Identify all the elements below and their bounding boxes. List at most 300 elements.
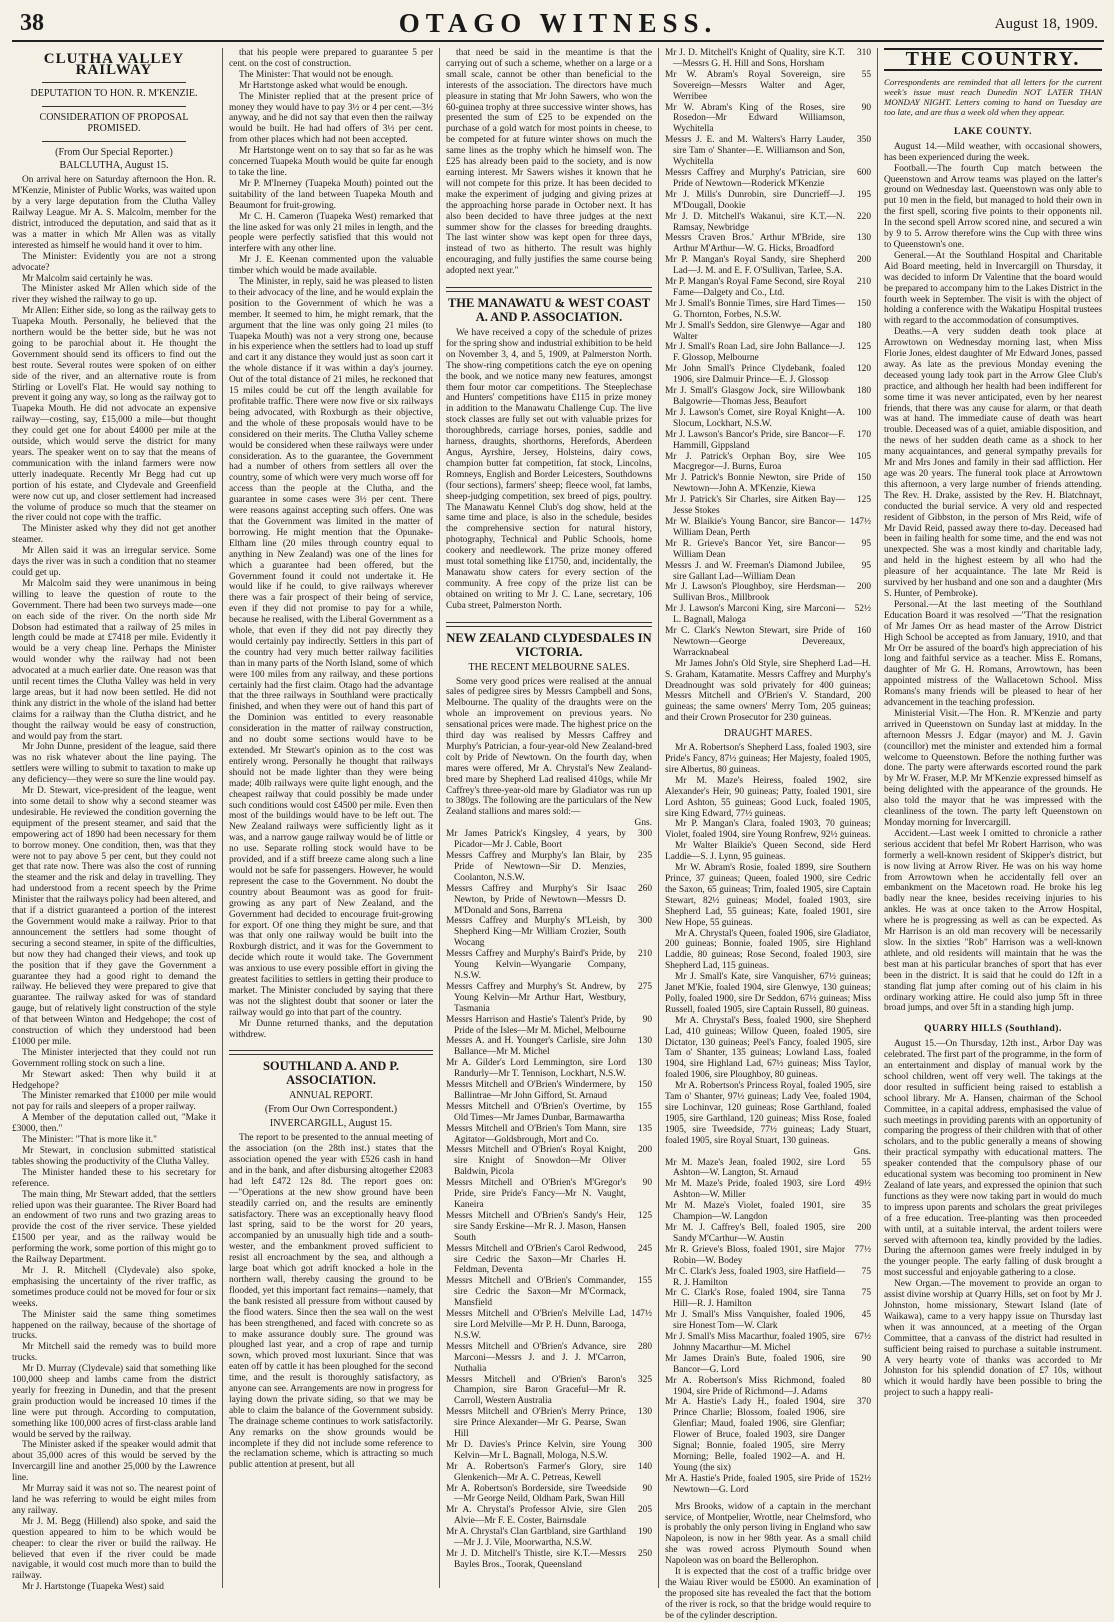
country-headline: THE COUNTRY. bbox=[884, 48, 1102, 71]
paragraph: Mr Allen: Either side, so long as the railway gets to Tuapeka Mouth. Personally, he believed that the northern would be the better side, but he was not going to be parochial about it. He thought the Government should send its officers to find out the best route. Several routes were spoken of on either side of the river, and an alternative route is from Stirling or Lovell's Flat. He would say nothing to prevent it going any way, so long as the railway got to Tuapeka Mouth. He did not advocate an expensive railway—costing, say, £15,000 a mile—but thought they could get one for about £4000 per mile at the outside, which would serve the district for many years. The speaker went on to say that the means of communication with the inland farmers were now utterly inadequate. Recently Mr Begg had cut up portion of his estate, and Clydevale and Greenfield were now cut up, and closer settlement had increased the volume of produce so much that the steamer on the river could not cope with the traffic. bbox=[12, 306, 216, 524]
sale-entry bbox=[446, 1505, 652, 1527]
paragraph: Mr Allen said it was an irregular service. Some days the river was in such a condition that no steamer could get up. bbox=[12, 546, 216, 578]
sale-price: 52½ bbox=[854, 604, 871, 615]
paragraph: The Minister remarked that £1000 per mile would not pay for rails and sleepers of a proper railway. bbox=[12, 1091, 216, 1113]
sale-description: Mr J. Lawson's Marconi King, sire Marconi—L. Bagnall, Maloga bbox=[665, 604, 845, 626]
sale-entry bbox=[446, 884, 652, 917]
sale-entry bbox=[665, 48, 871, 70]
sale-entry bbox=[446, 1462, 652, 1484]
sale-entry bbox=[665, 561, 871, 583]
sale-price: 77½ bbox=[854, 1244, 871, 1255]
sale-price: 120 bbox=[856, 364, 871, 375]
sale-entry bbox=[665, 168, 871, 190]
paragraph: Mr J. E. Keenan commented upon the valuable timber which would be made available. bbox=[229, 255, 433, 277]
newspaper-page bbox=[12, 6, 1104, 1621]
paragraph: Mr D. Stewart, vice-president of the league, went into some detail to show why a second steamer was undesirable. He reviewed the condition governing the equipment of the present steamer, and said that the empowering act of 1890 had been necessary for them to borrow money. One condition, then, was that they were not to pay above 5 per cent, but they could not get that rate now. There was also the cost of running the steamer and the risk and delay in travelling. They had understood from a recent speech by the Prime Minister that the railways policy had been altered, and that if a district guaranteed a portion of the interest the Government would make a railway. Prior to that announcement the settlers had some thought of securing a second steamer, in spite of the difficulties, but now they had changed their views, and took up the position that if they gave the Government a guarantee they had a good right to demand the railway. He believed they were prepared to give that guarantee. The railway asked for was of standard gauge, but of relatively light construction of the style of that between Winton and Hedgehope; the cost of construction of which they understood had been £1000 per mile. bbox=[12, 786, 216, 1047]
paragraph: The Minister handed these to his secretary for reference. bbox=[12, 1167, 216, 1189]
sale-description: Mr C. Clark's Rose, foaled 1904, sire Tanna Hill—R. J. Hamilton bbox=[665, 1288, 845, 1310]
sale-price: 370 bbox=[856, 1397, 871, 1408]
sale-entry bbox=[665, 1267, 871, 1289]
paragraph: The Minister asked why they did not get another steamer. bbox=[12, 524, 216, 546]
sale-price: 200 bbox=[637, 1145, 652, 1156]
paragraph: Mr J. R. Mitchell (Clydevale) also spoke, emphasising the uncertainty of the river traffic, as sometimes produce could not be moved for four or six weeks. bbox=[12, 1265, 216, 1309]
paragraph: The Minister asked Mr Allen which side of the river they wished the railway to go up. bbox=[12, 284, 216, 306]
closing-items bbox=[665, 1502, 871, 1622]
sale-entry bbox=[665, 626, 871, 659]
sale-description: Mr W. Blaikie's Young Bancor, sire Bancor—William Dean, Perth bbox=[665, 516, 845, 538]
sale-price: 45 bbox=[861, 1310, 871, 1321]
paragraph: The main thing, Mr Stewart added, that the settlers relied upon was their guarantee. The River Board had an endowment of two runs and two grazing areas to provide the cost of the river service. These yielded £1500 per year, and as the railway would be performing the work, some portion of this might go to the Railway Department. bbox=[12, 1189, 216, 1266]
sale-description: Mr P. Mangan's Royal Fame Second, sire Royal Fame—Dalgety and Co., Ltd. bbox=[665, 277, 845, 298]
sale-entry bbox=[446, 1484, 652, 1506]
sale-price: 350 bbox=[856, 135, 871, 146]
sale-entry bbox=[665, 103, 871, 136]
sale-price: 90 bbox=[642, 1483, 652, 1494]
sale-price: 130 bbox=[637, 1058, 652, 1069]
sale-price: 130 bbox=[637, 1407, 652, 1418]
paragraph: Personal.—At the last meeting of the Southland Education Board it was resolved —"That the resignation of Mr James Orr as head master of the Arrow District High School be accepted as from January, 1910, and that Mr Orr be assured of the board's high appreciation of his long and faithful service as a teacher. Miss E. Romans, daughter of Mr G. H. Romans, Arrowtown, has been appointed mistress of the Wallacetown School. Miss Romans's many friends will be pleased to hear of her advancement in the teaching profession. bbox=[884, 599, 1102, 709]
sale-entry bbox=[446, 1342, 652, 1375]
sale-description: Messrs Caffrey and Murphy's Ian Blair, by Pride of Newtown—Sir D. Menzies, Coolanton, N.S.W. bbox=[446, 851, 626, 883]
paragraph: Mr Stewart asked: Then why build it at Hedgehope? bbox=[12, 1069, 216, 1091]
sale-entry bbox=[665, 386, 871, 408]
sale-entry bbox=[665, 1474, 871, 1496]
sale-description: Messrs Mitchell and O'Brien's Royal Knight, sire Knight of Snowdon—Mr Oliver Baldwin, Picola bbox=[446, 1145, 626, 1178]
paragraph: that need be said in the meantime is that the carrying out of such a scheme, whether on a large or a small scale, cannot be other than beneficial to the interests of the association. The directors have much pleasure in stating that Mr John Sawers, who won the 60-guinea trophy at three successive winter shows, has presented the sum of £25 to be expended on the purchase of a gold watch for most points in cheese, to be competed for at future winter shows on much the same lines as the trophy which he himself won. The £25 has already been paid to the society, and is now earning interest. Mr Sawers wishes it known that he will not compete for this prize. It has been decided to make the experiment of judging and giving prizes at the approaching horse parade in October next. It has also been decided to have three judges at the next summer show for the classes for breeding draughts. The last winter show was kept open for three days, instead of two as hitherto. The result was highly encouraging, and fully justifies the same course being adopted next year." bbox=[446, 48, 652, 277]
sale-description: Messrs Mitchell and O'Brien's Baron's Champion, sire Baron Graceful—Mr R. Carroll, Western Australia bbox=[446, 1374, 626, 1407]
sale-description: Mr A. Chrystal's Professor Alvie, sire Glen Alvie—Mr F. E. Coster, Bairnsdale bbox=[446, 1505, 626, 1527]
sale-price: 95 bbox=[861, 538, 871, 549]
paragraph: Mr Hartstonge went on to say that so far as he was concerned Tuapeka Mouth would be quite far enough to take the line. bbox=[229, 146, 433, 178]
sale-entry bbox=[446, 949, 652, 982]
sale-price: 300 bbox=[637, 829, 652, 840]
sale-description: Messrs Craven Bros.' Arthur M'Bride, sire Arthur M'Arthur—W. G. Hicks, Broadford bbox=[665, 233, 845, 255]
paragraph: Mr A. Chrystal's Queen, foaled 1906, sire Gladiator, 200 guineas; Bonnie, foaled 1905, sire Highland Laddie, 80 guineas; Rose Second, foaled 1903, sire Shepherd Lad, 115 guineas. bbox=[665, 928, 871, 972]
sale-description: Messrs Caffrey and Murphy's Sir Isaac Newton, by Pride of Newtown—Messrs D. M'Donald and Sons, Barrena bbox=[446, 883, 626, 916]
paragraph: that his people were prepared to guarantee 5 per cent. on the cost of construction. bbox=[229, 48, 433, 69]
sale-description: Mr J. Small's Miss Macarthur, foaled 1905, sire Johnny Macarthur—M. Michel bbox=[665, 1332, 845, 1353]
clutha-headline: CLUTHA VALLEY RAILWAY bbox=[43, 51, 185, 78]
sale-description: Mr M. Maze's Pride, foaled 1903, sire Lord Ashton—W. Miller bbox=[665, 1179, 845, 1201]
draught-mares-body bbox=[665, 743, 871, 1147]
sale-price: 55 bbox=[861, 69, 871, 80]
sale-price: 160 bbox=[856, 626, 871, 637]
sale-description: Mr P. Mangan's Royal Sandy, sire Shepherd Lad—J. M. and E. F. O'Sullivan, Tarlee, S.A. bbox=[665, 255, 845, 277]
paragraph: Mr A. Robertson's Shepherd Lass, foaled 1903, sire Pride's Fancy, 87½ guineas; Her Majesty, foaled 1905, sire Albertus, 80 guineas. bbox=[665, 743, 871, 775]
sale-entry bbox=[665, 1397, 871, 1473]
paragraph: The Minister: Evidently you are not a strong advocate? bbox=[12, 251, 216, 273]
private-sales bbox=[665, 659, 871, 724]
sale-price: 125 bbox=[856, 342, 871, 353]
paragraph: Mr Hartstonge asked what would be enough. bbox=[239, 80, 408, 91]
sale-description: Mr M. Maze's Jean, foaled 1902, sire Lord Ashton—W. Langton, St. Arnaud bbox=[665, 1157, 845, 1179]
sale-description: Mr A. Robertson's Miss Richmond, foaled 1904, sire Pride of Richmond—J. Adams bbox=[665, 1375, 845, 1397]
paragraph: Mr P. Mangan's Clara, foaled 1903, 70 guineas; Violet, foaled 1904, sire Young Ronfrew, 92½ guineas. bbox=[665, 819, 871, 841]
sale-entry bbox=[665, 582, 871, 604]
sale-entry bbox=[665, 1245, 871, 1267]
clutha-subhead-2: CONSIDERATION OF PROPOSAL PROMISED. bbox=[39, 111, 189, 134]
sale-description: Messrs Mitchell and O'Brien's Windermere, by Ballintrae—Mr John Gifford, St. Arnaud bbox=[446, 1080, 626, 1101]
sale-description: Mr A. Robertson's Farmer's Glory, sire Glenkenich—Mr A. C. Petreas, Kewell bbox=[446, 1461, 626, 1483]
southland-dateline: INVERCARGILL, August 15. bbox=[269, 1118, 393, 1130]
paragraph: A Member of the deputation called out, "Make it £3000, then." bbox=[12, 1113, 216, 1135]
correspondents-notice: Correspondents are reminded that all letters for the current week's issue must reach Dunedin NOT LATER THAN MONDAY NIGHT. Letters coming to hand on Tuesday are too late, and are thus a week old when they appear. bbox=[884, 76, 1102, 117]
sale-entry bbox=[446, 1211, 652, 1244]
sale-entry bbox=[665, 255, 871, 277]
column-2 bbox=[229, 48, 433, 1588]
paragraph: On arrival here on Saturday afternoon the Hon. R. M'Kenzie, Minister of Public Works, was waited upon by a very large deputation from the Clutha Valley Railway League. Mr A. S. Malcolm, member for the district, introduced the deputation, and said that as it was a matter in which Mr Allen was as vitally interested as himself he would hand it over to him. bbox=[12, 175, 216, 251]
sale-entry bbox=[446, 1375, 652, 1408]
sale-description: Mr R. Grieve's Bancor Yet, sire Bancor—William Dean bbox=[665, 538, 845, 560]
sale-price: 75 bbox=[861, 1266, 871, 1277]
sale-entry bbox=[665, 1310, 871, 1332]
stallion-sales-list bbox=[446, 829, 652, 1571]
sale-description: Messrs Caffrey and Murphy's Patrician, sire Pride of Newtown—Roderick M'Kenzie bbox=[665, 167, 845, 189]
sale-price: 100 bbox=[856, 407, 871, 418]
sale-price: 300 bbox=[637, 916, 652, 927]
sale-price: 325 bbox=[637, 1374, 652, 1385]
sale-price: 152½ bbox=[849, 1473, 871, 1484]
paragraph: Mr Murray said it was not so. The nearest point of land he was referring to would be eight miles from any railway. bbox=[12, 1484, 216, 1516]
sale-price: 200 bbox=[856, 582, 871, 593]
sale-price: 125 bbox=[856, 495, 871, 506]
paragraph: General.—At the Southland Hospital and Charitable Aid Board meeting, held in Invercargill on Thursday, it was decided to inform Dr Valentine that the board would be prepared to accompany him to the Lakes District in the fourth week in September. The visit is with the object of holding a conference with the Wakatipu Hospital trustees with regard to the accommodation of consumptives. bbox=[884, 250, 1102, 327]
sale-price: 105 bbox=[856, 451, 871, 462]
sale-description: Messrs Mitchell and O'Brien's Commander, sire Cedric the Saxon—Mr M'Cormack, Mansfield bbox=[446, 1276, 626, 1309]
sale-price: 95 bbox=[861, 560, 871, 571]
southland-body-continued bbox=[446, 48, 652, 277]
sale-description: Mr J. Mills's Dunrobin, sire Duncrieff—J. M'Dougall, Dookie bbox=[665, 189, 845, 211]
sale-price: 300 bbox=[637, 1439, 652, 1450]
manawatu-headline: THE MANAWATU & WEST COAST A. AND P. ASSOCIATION. bbox=[447, 296, 651, 325]
sale-price: 90 bbox=[861, 102, 871, 113]
sale-description: Mr James Patrick's Kingsley, 4 years, by Picador—Mr J. Cable, Boort bbox=[446, 829, 626, 851]
paragraph: The Minister: "That is more like it." bbox=[22, 1135, 157, 1146]
sale-description: Messrs Mitchell and O'Brien's Melville Lad, sire Lord Melville—Mr P. H. Dunn, Barooga, N.S.W. bbox=[446, 1309, 626, 1341]
sale-entry bbox=[446, 1178, 652, 1211]
sale-description: Messrs Mitchell and O'Brien's Carol Redwood, sire Cedric the Saxon—Mr Charles H. Feldman, Deventa bbox=[446, 1243, 626, 1276]
paragraph: New Organ.—The movement to provide an organ to assist divine worship at Quarry Hills, set on foot by Mr J. Johnston, home missionary, Stewart Island (late of Waikawa), came to a very happy issue on Thursday last when it was announced, at a meeting of the Organ Committee, that a canvass of the district had resulted in sufficient being raised to purchase a suitable instrument. A very hearty vote of thanks was accorded to Mr Johnston for his splendid donation of £7 10s, without which it would hardly have been possible to bring the project to such a happy reali- bbox=[884, 1279, 1102, 1399]
sale-description: Messrs Mitchell and O'Brien's Sandy's Heir, sire Sandy Erskine—Mr R. J. Mason, Hansen South bbox=[446, 1210, 626, 1243]
sale-description: Mr C. Clark's Jess, foaled 1903, sire Hatfield—R. J. Hamilton bbox=[665, 1266, 845, 1288]
sale-description: Mr A. Chrystal's Clan Gartbland, sire Garthland—Mr J. J. Vile, Moorwartha, N.S.W. bbox=[446, 1527, 626, 1549]
paragraph: The Minister replied that at the present price of money they would have to pay 3½ or 4 per cent.—3½ anyway, and he did not say that even then the railway would be built. He had had offers of 3½ per cent. from other places which had not been accepted. bbox=[229, 91, 433, 146]
section-divider bbox=[446, 622, 652, 627]
sale-price: 600 bbox=[856, 167, 871, 178]
divider bbox=[42, 82, 186, 83]
divider bbox=[42, 106, 186, 107]
sale-entry bbox=[446, 1244, 652, 1277]
sale-price: 200 bbox=[856, 1222, 871, 1233]
paragraph: The Minister interjected that they could not run Government rolling stock on such a line. bbox=[12, 1047, 216, 1069]
quarry-hills-heading: QUARRY HILLS (Southland). bbox=[924, 1024, 1062, 1035]
sale-description: Mr M. Maze's Violet, foaled 1901, sire Champion—W. Langdon bbox=[665, 1201, 845, 1223]
sale-description: Mr J. Small's Seddon, sire Glenwye—Agar and Walter bbox=[665, 320, 845, 342]
paragraph: Football.—The fourth Cup match between the Queenstown and Arrow teams was played on the latter's ground on Wednesday last. Queenstown was only able to put 10 men in the field, but managed to hold their own in the first spell, scoring five points to their opponents nil. In the second spell Arrow scored nine, and secured a win by 9 to 5. Arrow therefore wins the Cup with three wins to Queenstown's one. bbox=[884, 163, 1102, 250]
guineas-label: Gns. bbox=[634, 818, 652, 829]
sale-description: Mr J. Lawson's Comet, sire Royal Knight—A. Slocum, Lockhart, N.S.W. bbox=[665, 407, 845, 429]
sale-description: Mr John Small's Prince Clydebank, foaled 1906, sire Dalmuir Prince—E. J. Glossop bbox=[665, 364, 845, 386]
paragraph: Deaths.—A very sudden death took place at Arrowtown on Wednesday morning last, when Miss Florie Jones, eldest daughter of Mr Edward Jones, passed away. As late as the previous Monday evening the deceased young lady took part in the Arrow Glee Club's practice, and although her health had been indifferent for some time it was never anticipated, even by her nearest friends, that there was any cause for alarm, or that death was at hand. The immediate cause of death was heart trouble. Deceased was of a quiet, amiable disposition, and the news of her sudden death came as a shock to her many acquaintances, and general sympathy prevails for Mr and Mrs Jones and family in their sad affliction. Her age was 20 years. The funeral took place at Arrowtown this afternoon, a very large number of friends attending. The Rev. H. Drake, assisted by the Rev. H. Blatchnayt, conducted the burial service. A very old and respected resident of Gibbston, in the person of Mrs Reid, wife of Mr David Reid, passed away there to-day. Deceased had been in failing health for some time, and the end was not unexpected. She was a most kindly and charitable lady, and held in the highest esteem by all who had the pleasure of her acquaintance. The late Mr Reid is survived by her husband and one son and a daughter (Mrs S. Hunter, of Pembroke). bbox=[884, 327, 1102, 599]
sale-price: 280 bbox=[637, 1341, 652, 1352]
sale-description: Mr J. Patrick's Bonnie Newton, sire Pride of Newtown—John A. M'Kenzie, Kiewa bbox=[665, 473, 845, 495]
paragraph: Ministerial Visit.—The Hon. R. M'Kenzie and party arrived in Queenstown on Sunday last at midday. In the afternoon Messrs J. Edgar (mayor) and M. J. Gavin (councillor) met the minister and extended him a formal welcome to Queenstown. Before the nothing further was done. The party were afterwards escorted round the park by Mr W. Fraser, M.P. Mr M'Kenzie expressed himself as being delighted with the appearance of the grounds. He also told the mayor that he was impressed with the cleanliness of the town. The party left Queenstown on Monday morning for Invercargill. bbox=[884, 708, 1102, 828]
sale-description: Messrs Mitchell and O'Brien's Merry Prince, sire Prince Alexander—Mr G. Pearse, Swan Hill bbox=[446, 1407, 626, 1440]
sale-entry bbox=[446, 829, 652, 851]
masthead bbox=[12, 6, 1104, 42]
sale-description: Mr J. D. Mitchell's Knight of Quality, sire K.T.—Messrs G. H. Hill and Sons, Horsham bbox=[665, 48, 845, 69]
sale-entry bbox=[446, 982, 652, 1015]
stallion-sales-list-continued bbox=[665, 48, 871, 659]
sale-description: Mr A. Hastie's Lady H., foaled 1904, sire Prince Charlie; Blossom, foaled 1906, sire Glenfiar; Maud, foaled 1906, sire Glenfiar; Flower of Bruce, foaled 1903, sire Danger Signal; Bonnie, foaled 1905, sire Merry Morning; Belle, foaled 1902—A. and H. Young (the six) bbox=[665, 1397, 845, 1473]
paragraph: August 15.—On Thursday, 12th inst., Arbor Day was celebrated. The first part of the programme, in the form of an entertainment and display of manual work by the school children, went off very well. The takings at the door resulted in sufficient being raised to establish a school library. Mr A. Hansen, chairman of the School Committee, in a capital address, emphasised the value of such meetings in providing parents with an opportunity of comparing the progress of their children with that of other scholars, and to the public generally a means of showing their practical sympathy with educational matters. The speaker contended that the compulsory phase of our educational system was becoming too prominent in New Zealand of late years, and expressed the opinion that such functions as they were now taking part in would do much to impress upon parents and scholars the great privileges of a free education. Tree-planting was then proceeded with until, at a suitable interval, the ardent toilers were served with afternoon tea, kindly provided by the ladies. During the afternoon games were freely indulged in by the younger people. The early falling of dusk brought a most successful and enjoyable gathering to a close. bbox=[884, 1039, 1102, 1279]
column-3 bbox=[446, 48, 652, 1588]
sale-entry bbox=[665, 517, 871, 539]
column-rule bbox=[658, 48, 659, 1588]
sale-price: 190 bbox=[637, 1527, 652, 1538]
sale-entry bbox=[446, 851, 652, 884]
sale-description: Mr J. Lawson's Ploughboy, sire Herdsman—Sullivan Bros., Millbrook bbox=[665, 582, 845, 604]
sale-entry bbox=[665, 364, 871, 386]
sale-description: Mr J. D. Mitchell's Thistle, sire K.T.—Messrs Bayles Bros., Toorak, Queensland bbox=[446, 1549, 626, 1570]
sale-entry bbox=[665, 1223, 871, 1245]
sale-description: Mr J. Patrick's Orphan Boy, sire Wee Macgregor—J. Burns, Euroa bbox=[665, 451, 845, 473]
clydesdales-subhead: THE RECENT MELBOURNE SALES. bbox=[468, 661, 630, 673]
newspaper-title: OTAGO WITNESS. bbox=[398, 8, 718, 38]
section-divider bbox=[229, 1050, 433, 1055]
sale-description: Mr R. Grieve's Bloss, foaled 1901, sire Major Robin—W. Bodey bbox=[665, 1244, 845, 1266]
sale-entry bbox=[665, 299, 871, 321]
sale-entry bbox=[446, 1080, 652, 1102]
sale-entry bbox=[446, 1124, 652, 1146]
sale-entry bbox=[665, 1158, 871, 1180]
sale-price: 130 bbox=[856, 233, 871, 244]
sale-price: 135 bbox=[637, 1123, 652, 1134]
paragraph: Mr Stewart, in conclusion submitted statistical tables showing the productivity of the Clutha Valley. bbox=[12, 1146, 216, 1167]
sale-entry bbox=[446, 916, 652, 949]
manawatu-body bbox=[446, 328, 652, 612]
sale-entry bbox=[665, 70, 871, 103]
sale-description: Messrs Harrison and Hastie's Talent's Pride, by Pride of the Isles—Mr M. Michel, Melbourne bbox=[446, 1014, 626, 1036]
sale-entry bbox=[665, 342, 871, 364]
sale-description: Messrs Caffrey and Murphy's Baird's Pride, by Young Kelvin—Wyangarie Company, N.S.W. bbox=[446, 949, 626, 981]
sale-entry bbox=[665, 277, 871, 299]
paragraph: Mr D. Murray (Clydevale) said that something like 100,000 sheep and lambs came from the district yearly for freezing in Dunedin, and that the present grain production would be increased 10 times if the line were put through. According to computation, something like 100,000 acres of first-class arable land would be served by the railway. bbox=[12, 1364, 216, 1440]
paragraph: Mr A. Robertson's Princess Royal, foaled 1905, sire Tam o' Shanter, 97½ guineas; Lady Vee, foaled 1904, sire Lochinvar, 120 guineas; Rose Garthland, foaled 1905, sire Garthland, 120 guineas; Miss Rose, foaled 1905, sire Tweedside, 77½ guineas; Lady Stuart, foaled 1905, sire Royal Stuart, 130 guineas. bbox=[665, 1081, 871, 1146]
sale-price: 250 bbox=[637, 1549, 652, 1559]
sale-price: 80 bbox=[861, 1375, 871, 1386]
sale-price: 140 bbox=[637, 1461, 652, 1472]
column-rule bbox=[222, 48, 223, 1588]
sale-entry bbox=[665, 408, 871, 430]
sale-description: Mr A. Hastie's Pride, foaled 1905, sire Pride of Newtown—G. Lord bbox=[665, 1473, 845, 1495]
sale-entry bbox=[446, 1058, 652, 1080]
sale-price: 90 bbox=[642, 1178, 652, 1189]
clutha-dateline: BALCLUTHA, August 15. bbox=[59, 160, 169, 172]
paragraph: The report to be presented to the annual meeting of the association (on the 28th inst.) states that the association opened the year with £526 cash in hand and in the bank, and after disbursing altogether £2083 had left £472 12s 8d. The report goes on:—"Operations at the new show ground have been steadily carried on, and the results are eminently satisfactory. There was an exceptionally heavy flood last spring, said to be the worst for 20 years, accompanied by an unusually high tide and a south-wester, and the embankment proved sufficient to resist all encroachment by the sea, and although a large boat which got adrift knocked a hole in the northern wall, thereby causing the ground to be flooded, yet this important fact remains—namely, that the bank resisted all pressure from without caused by the flood waters. Since then the sea wall on the west has been strengthened, and faced with concrete so as to make assurance doubly sure. The ground was ploughed last year, and a crop of rape and turnip sown, which proved most luxuriant. Since that was eaten off by cattle it has been ploughed for the second time, and the result is thoroughly satisfactory, as anyone can see. Arrangements are now in progress for laying down the private siding, so that we may be able to claim the balance of the Government subsidy. The drainage scheme continues to work satisfactorily. Any remarks on the show grounds would be incomplete if they did not include some reference to the reclamation scheme, which is attracting so much public attention at present, but all bbox=[229, 1133, 433, 1471]
paragraph: Mr J. M. Begg (Hillend) also spoke, and said the question appeared to him to be which would be cheaper: to clear the river or build the railway. He believed that even if the river could be made navigable, it would cost much more than to build the railway. bbox=[12, 1516, 216, 1582]
sale-price: 195 bbox=[856, 189, 871, 200]
sale-price: 150 bbox=[856, 473, 871, 484]
sale-entry bbox=[665, 1376, 871, 1398]
sale-description: Messrs Caffrey and Murphy's St. Andrew, by Young Kelvin—Mr Arthur Hart, Westbury, Tasmania bbox=[446, 981, 626, 1014]
sale-entry bbox=[665, 1354, 871, 1376]
paragraph: Accident.—Last week I omitted to chronicle a rather serious accident that befel Mr Robert Harrison, who was formerly a well-known resident of Skipper's district, but is now living at Arrow River. He was on his way home from Arrowtown when he accidentally fell over an embankment on the Macetown road. He broke his leg badly near the knee, besides receiving injuries to his ankles. He was at once taken to the Arrow Hospital, where he is progressing as well as can be expected. As Mr Harrison is an old man recovery will be necessarily slow. In the sixties "Rob" Harrison was a well-known athlete, and old residents will maintain that he was the best man at his particular branches of sport that has ever been in the district. It is said that he could do 12ft in a standing flat jump after coming out of his claim in his ordinary working attire. He could also jump 5ft in three broad jumps, and over 5ft in a standing high jump. bbox=[884, 828, 1102, 1014]
paragraph: The Minister asked if the speaker would admit that about 35,000 acres of this would be served by the Invercargill line and another 25,000 by the Lawrence line. bbox=[12, 1440, 216, 1484]
sale-price: 260 bbox=[637, 883, 652, 894]
sale-price: 67½ bbox=[854, 1332, 871, 1343]
sale-price: 75 bbox=[861, 1288, 871, 1299]
sale-entry bbox=[446, 1407, 652, 1440]
sale-entry bbox=[665, 1179, 871, 1201]
sale-description: Mr James Drain's Bute, foaled 1906, sire Bancor—G. Lord bbox=[665, 1353, 845, 1375]
paragraph: Mrs Brooks, widow of a captain in the merchant service, of Montpelier, Wrottle, near Chelmsford, who is probably the only person living in England who saw Napoleon, is now in her 98th year. As a small child she was rowed across Plymouth Sound when Napoleon was on board the Bellerophon. bbox=[665, 1501, 871, 1567]
sale-entry bbox=[665, 452, 871, 474]
quarry-hills-body bbox=[884, 1039, 1102, 1399]
clutha-byline: (From Our Special Reporter.) bbox=[55, 146, 173, 158]
column-rule bbox=[439, 48, 440, 1588]
column-1 bbox=[12, 48, 216, 1593]
sale-price: 275 bbox=[637, 981, 652, 992]
sale-price: 180 bbox=[856, 386, 871, 397]
sale-description: Mr J. Small's Roan Lad, sire John Ballance—J. F. Glossop, Melbourne bbox=[665, 342, 845, 364]
paragraph: Mr Malcolm said certainly he was. bbox=[22, 273, 153, 284]
issue-date: August 18, 1909. bbox=[994, 16, 1098, 32]
sale-entry bbox=[665, 190, 871, 212]
column-rule bbox=[877, 48, 878, 1588]
paragraph: Mr Mitchell said the remedy was to build more trucks. bbox=[12, 1342, 216, 1364]
clutha-subhead-1: DEPUTATION TO HON. R. M'KENZIE. bbox=[30, 87, 198, 99]
column-5 bbox=[884, 48, 1102, 1588]
sale-price: 150 bbox=[637, 1080, 652, 1091]
sale-description: Mr W. Abram's Royal Sovereign, sire Sovereign—Messrs Walter and Ager, Werribee bbox=[665, 69, 845, 102]
paragraph: Mr J. Hartstonge (Tuapeka West) said bbox=[22, 1582, 164, 1593]
sale-entry bbox=[665, 321, 871, 343]
sale-description: Mr M. J. Caffrey's Bell, foaled 1905, sire Sandy M'Carthur—W. Austin bbox=[665, 1222, 845, 1244]
sale-price: 150 bbox=[856, 298, 871, 309]
sale-price: 205 bbox=[637, 1505, 652, 1516]
sale-description: Mr J. Small's Bonnie Times, sire Hard Times—G. Thornton, Forbes, N.S.W. bbox=[665, 298, 845, 320]
sale-description: Mr D. Davies's Prince Kelvin, sire Young Kelvin—Mr L. Bagnall, Mologa, N.S.W. bbox=[446, 1439, 626, 1461]
sale-entry bbox=[665, 473, 871, 495]
sale-price: 235 bbox=[637, 851, 652, 861]
column-4 bbox=[665, 48, 871, 1621]
paragraph: Mr Dunne returned thanks, and the deputation withdrew. bbox=[229, 1018, 433, 1040]
sale-entry bbox=[665, 604, 871, 626]
sale-price: 147½ bbox=[630, 1309, 652, 1320]
divider bbox=[42, 141, 186, 142]
clutha-body-continued bbox=[229, 48, 433, 1040]
sale-description: Messrs J. E. and M. Walters's Harry Lauder, sire Tam o' Shanter—E. Williamson and Son, Wychitella bbox=[665, 135, 845, 168]
section-divider bbox=[446, 287, 652, 292]
sale-price: 200 bbox=[856, 255, 871, 266]
sale-price: 245 bbox=[637, 1243, 652, 1254]
clydesdales-body bbox=[446, 677, 652, 819]
guineas-label: Gns. bbox=[853, 1146, 871, 1157]
sale-price: 170 bbox=[856, 429, 871, 440]
southland-byline: (From Our Own Correspondent.) bbox=[264, 1104, 398, 1116]
sale-description: Messrs Mitchell and O'Brien's M'Gregor's Pride, sire Pride's Fancy—Mr N. Vaught, Kaneira bbox=[446, 1178, 626, 1210]
paragraph: The Minister, in reply, said he was pleased to listen to their advocacy of the line, and he would explain the position to the Government of which he was a member. It seemed to him, he might remark, that the argument that the line was only going 21 miles (to Tuapeka Mouth) was not a very strong one, because in his experience when the settlers had to load up stuff and cart it any distance they would just as soon cart it the whole distance if it was within a day's journey. Out of the total distance of 21 miles, he reckoned that 15 miles could be cut off the length available for profitable traffic. There were now five or six railways being advocated, with Roxburgh as their objective, and the whole of these proposals would have to be considered on their merits. The Clutha Valley scheme would be considered when these railways were under consideration. As to the guarantee, the Government had a number of others from settlers all over the country, some of which were very much worse off for access than the people at the Clutha, and the guarantee in some cases were 3½ per cent. There were reasons against accepting such offers. One was that the Government was limited in the matter of borrowing. He might mention that the Opunake-Eltham line (20 miles through country equal to anything in New Zealand) was one of the lines for which a guarantee had been offered, but the Government found it could not undertake it. He would like if he could, to give railways wherever there was a fair prospect of their being of service, even if they did not promise to pay for a while, because he realised, with the Liberal Government as a whole, that even if they did not pay directly they would certainly pay indirectly. Settlers in this part of the country had very much better railway facilities than in many parts of the North Island, some of which were 100 miles from any railway, and these portions certainly had the first claim. Otago had the advantage that the three railways in Southland were practically finished, and when they were out of hand this part of the Dominion was entitled to every reasonable consideration in the matter of railway construction, and no doubt some sections would have to be extended. Mr Stewart's opinion as to the cost was entirely wrong. Personally he thought that railways should not be made lighter than they were being made; 40lb railways were quite light enough, and the cheapest railway that could possibly be made under such conditions would cost £4500 per mile. Even then most of the buildings would have to be left out. The New Zealand railways were sufficiently light as it was, and a narrow gauge railway would be of little or no use. Separate rolling stock would have to be provided, and if a stiff breeze came along such a line would not be safe for passengers. However, he would represent the case to the Government. No doubt the country about Beaumont was as good for fruit-growing as any part of New Zealand, and the Government had decided to encourage fruit-growing for export. Of one thing they might be sure, and that was that only one railway would be built into the Roxburgh district, and it was for the Government to decide which route it would take. The Government was anxious to use every possible effort in giving the greatest facilities to settlers in getting their produce to market. The Minister concluded by saying that there was not the slightest doubt that sooner or later the railway would go into that part of the country. bbox=[229, 277, 433, 1018]
sale-price: 155 bbox=[637, 1276, 652, 1287]
sale-price: 180 bbox=[856, 320, 871, 331]
paragraph: Mr Malcolm said they were unanimous in being willing to leave the question of route to the Government. There had been two surveys made—one on each side of the river. On the north side Mr Dobson had estimated that a railway of 25 miles in length could be made at £7418 per mile. Evidently it would be a very cheap line. Perhaps the Minister would wonder why the railway had not been advocated at a much earlier date. One reason was that until recent times the Clutha Valley was held in very large areas, but it had now been settled. He did not think any district in the whole of the island had better claims for a railway than the Clutha district, and he thought the railway would be easy of construction, and would pay from the start. bbox=[12, 578, 216, 742]
sale-price: 210 bbox=[856, 277, 871, 288]
sale-price: 90 bbox=[642, 1014, 652, 1025]
sale-description: Mr J. Lawson's Bancor's Pride, sire Bancor—F. Hammill, Gippsland bbox=[665, 429, 845, 451]
sale-price: 147½ bbox=[849, 516, 871, 527]
lake-county-heading: LAKE COUNTY. bbox=[954, 126, 1032, 137]
paragraph: Mr James John's Old Style, sire Shepherd Lad—H. S. Graham, Katamatite. Messrs Caffrey and Murphy's Dreadnought was sold privately for 400 guineas; Messrs Mitchell and O'Brien's V. Standard, 200 guineas; the same owners' Merry Tom, 205 guineas; and their Crown Prosecutor for 230 guineas. bbox=[665, 658, 871, 724]
sale-description: Mr W. Abram's King of the Roses, sire Rosedon—Mr Edward Williamson, Wychitella bbox=[665, 102, 845, 135]
paragraph: Some very good prices were realised at the annual sales of pedigree sires by Messrs Campbell and Sons, Melbourne. The quality of the draughts were on the whole an improvement on previous years. No sensational prices were made. The highest price on the third day was realised by Messrs Caffrey and Murphy's Patrician, a four-year-old New Zealand-bred colt by Pride of Newtown. On the fourth day, when mares were offered, Mr A. Chrystal's New Zealand-bred mare by Shepherd Lad realised 410gs, while Mr Caffrey's three-year-old mare by Gladiator was run up to 380gs. The following are the particulars of the New Zealand stallions and mares sold:— bbox=[446, 676, 652, 818]
sale-description: Messrs Mitchell and O'Brien's Tom Mann, sire Agitator—Goldsbrough, Mort and Co. bbox=[446, 1123, 626, 1145]
sale-description: Mr A. Gilder's Lord Lemmington, sire Lord Randurly—Mr T. Tennison, Lockhart, N.S.W. bbox=[446, 1058, 626, 1080]
paragraph: Mr M. Maze's Heiress, foaled 1902, sire Alexander's Heir, 90 guineas; Patty, foaled 1901, sire Lord Ashton, 55 guineas; Good Luck, foaled 1905, sire King Edward, 77½ guineas. bbox=[665, 775, 871, 819]
sale-entry bbox=[446, 1549, 652, 1571]
paragraph: Mr C. H. Cameron (Tuapeka West) remarked that the line asked for was only 21 miles in length, and the people were perfectly satisfied that this would not interfere with any other line. bbox=[229, 211, 433, 255]
paragraph: Mr J. Small's Kate, sire Vanquisher, 67½ guineas; Janet M'Kie, foaled 1904, sire Glenwye, 130 guineas; Polly, foaled 1900, sire Dr Seddon, 67½ guineas; Miss Russell, foaled 1905, sire Captain Russell, 80 guineas. bbox=[665, 972, 871, 1015]
sale-entry bbox=[446, 1036, 652, 1058]
southland-body bbox=[229, 1133, 433, 1471]
sale-entry bbox=[446, 1102, 652, 1124]
sale-description: Mr J. Small's Miss Vanquisher, foaled 1906, sire Honest Tom—W. Clark bbox=[665, 1310, 845, 1332]
sale-entry bbox=[665, 495, 871, 517]
sale-description: Messrs Caffrey and Murphy's M'Leish, by Shepherd King—Mr William Crozier, South Wocang bbox=[446, 916, 626, 949]
sale-description: Messrs A. and H. Younger's Carlisle, sire John Ballance—Mr M. Michel bbox=[446, 1036, 626, 1058]
paragraph: It is expected that the cost of a traffic bridge over the Waiau River would be £5000. An examination of the proposed site has revealed the fact that the bottom of the river is rock, so that the bridge would require to be of the cylinder description. bbox=[665, 1567, 871, 1621]
paragraph: Mr P. M'Inerney (Tuapeka Mouth) pointed out the suitability of the land between Tuapeka Mouth and Beaumont for fruit-growing. bbox=[229, 178, 433, 211]
mare-sales-list bbox=[665, 1158, 871, 1496]
southland-headline: SOUTHLAND A. AND P. ASSOCIATION. bbox=[262, 1059, 400, 1088]
sale-entry bbox=[665, 233, 871, 255]
sale-price: 130 bbox=[637, 1036, 652, 1047]
paragraph: Mr W. Abram's Rosie, foaled 1899, sire Southern Prince, 37 guineas; Queen, foaled 1900, sire Cedric the Saxon, 65 guineas; Trim, foaled 1905, sire Captain Stewart, 82½ guineas; Model, foaled 1903, sire Shepherd Lad, 55 guineas; Kate, foaled 1901, sire New Hope, 55 guineas. bbox=[665, 863, 871, 928]
sale-entry bbox=[665, 1201, 871, 1223]
sale-price: 35 bbox=[861, 1201, 871, 1212]
clutha-body bbox=[12, 175, 216, 1593]
paragraph: Mr A. Chrystal's Bess, foaled 1900, sire Shepherd Lad, 410 guineas; Willow Queen, foaled 1905, sire Dictator, 130 guineas; Peel's Fancy, foaled 1905, sire Tam o' Shanter, 135 guineas; Lowland Lass, foaled 1904, sire Highland Lad, 67½ guineas; Miss Taylor, foaled 1906, sire Ploughboy, 80 guineas. bbox=[665, 1015, 871, 1081]
paragraph: The Minister: That would not be enough. bbox=[239, 69, 394, 80]
draught-mares-heading: DRAUGHT MARES. bbox=[723, 728, 813, 740]
sale-price: 90 bbox=[861, 1353, 871, 1364]
page-number: 38 bbox=[20, 10, 44, 36]
sale-price: 220 bbox=[856, 211, 871, 222]
paragraph: Mr Walter Blaikie's Queen Second, side Herd Laddie—S. J. Lynn, 95 guineas. bbox=[665, 841, 871, 863]
sale-entry bbox=[446, 1309, 652, 1342]
sale-price: 210 bbox=[637, 949, 652, 960]
paragraph: The Minister said the same thing sometimes happened on the railway, because of the shortage of trucks. bbox=[12, 1309, 216, 1342]
sale-price: 55 bbox=[861, 1157, 871, 1168]
sale-price: 49½ bbox=[854, 1179, 871, 1190]
sale-entry bbox=[665, 212, 871, 234]
paragraph: We have received a copy of the schedule of prizes for the spring show and industrial exhibition to be held on November 3, 4, and 5, 1909, at Palmerston North. The show-ring competitions catch the eye on opening the book, and we notice many new features, amongst them four motor car competitions. The Steeplechase and Hunters' competitions have £115 in prize money in addition to the Manawatu Challenge Cup. The live stock classes are fully set out with valuable prizes for thoroughbreds, carriage horses, ponies, saddle and harness, draughts, shorthorns, Herefords, Aberdeen Angus, Ayrshire, Jersey, Holsteins, dairy cows, champion butter fat competition, fat stock, Lincolns, Romneys, English and Border Leicesters, Southdowns (four sections), farmers' sheep; fleece wool, fat lambs, sheep-judging competition, sex breed of pigs, poultry. The Manawatu Kennel Club's dog show, held at the same time and place, is also in the schedule, besides the comprehensive section for natural history, photography, Technical and Public Schools, home cookery and needlework. The prize money offered must total something like £1750, and, incidentally, the Manawatu show caters for every section of the community. A free copy of the prize list can be obtained on writing to Mr J. C. Lane, secretary, 106 Cuba street, Palmerston North. bbox=[446, 328, 652, 611]
sale-description: Messrs Mitchell and O'Brien's Advance, sire Marconi—Messrs J. and J. J. M'Carron, Nuthalia bbox=[446, 1341, 626, 1374]
sale-entry bbox=[665, 135, 871, 168]
sale-entry bbox=[446, 1440, 652, 1462]
sale-entry bbox=[665, 430, 871, 452]
sale-description: Mr J. Small's Glasgow Jock, sire Willowbank Balgowrie—Thomas Jess, Beaufort bbox=[665, 386, 845, 407]
clydesdales-headline: NEW ZEALAND CLYDESDALES IN VICTORIA. bbox=[446, 630, 652, 659]
sale-description: Mr J. Patrick's Sir Charles, sire Aitken Bay—Jesse Stokes bbox=[665, 495, 845, 517]
sale-description: Messrs J. and W. Freeman's Diamond Jubilee, sire Gallant Lad—William Dean bbox=[665, 560, 845, 582]
sale-entry bbox=[665, 1288, 871, 1310]
southland-subhead: ANNUAL REPORT. bbox=[289, 1090, 373, 1102]
sale-description: Messrs Mitchell and O'Brien's Overtime, by Old Times—Mr James Dunbar, Barmawartha bbox=[446, 1101, 626, 1123]
sale-price: 155 bbox=[637, 1101, 652, 1112]
sale-description: Mr J. D. Mitchell's Wakanui, sire K.T.—N. Ramsay, Newbridge bbox=[665, 211, 845, 233]
sale-description: Mr C. Clark's Newton Stewart, sire Pride of Newtown—George Devereaux, Warracknabeal bbox=[665, 626, 845, 658]
